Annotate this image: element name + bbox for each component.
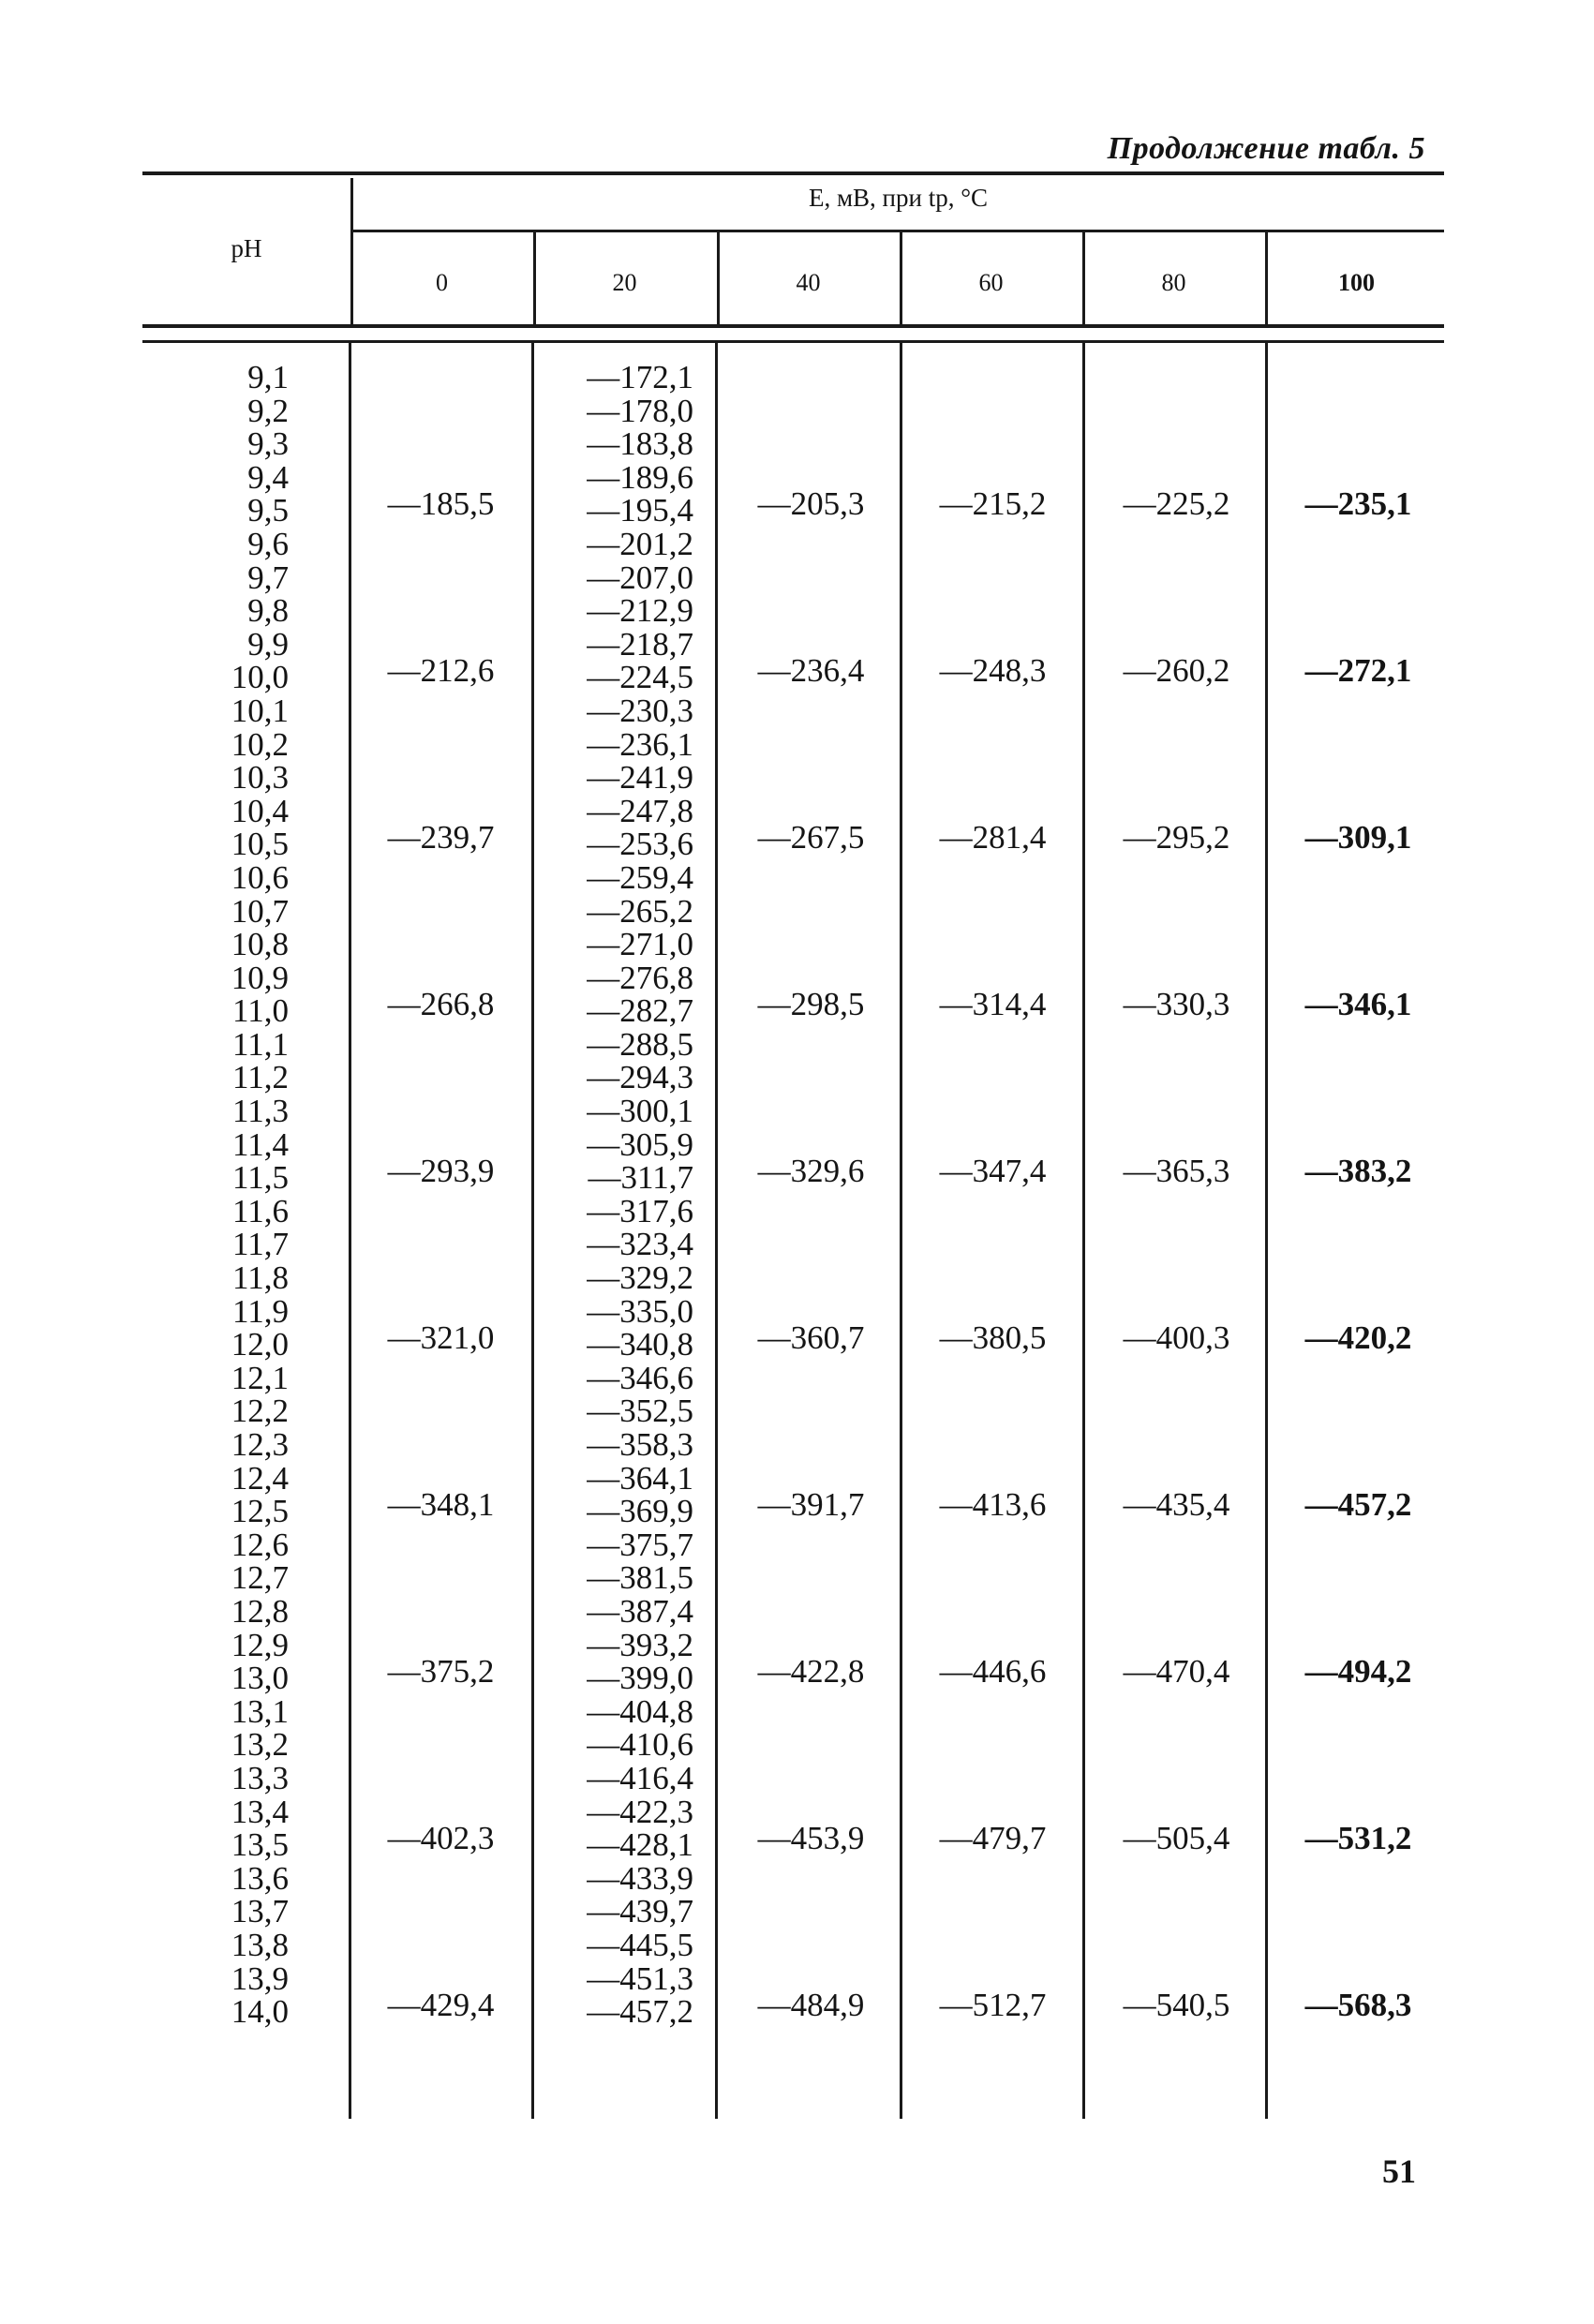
ph-cell: 12,6 (231, 1526, 289, 1563)
ph-cell: 11,8 (232, 1259, 289, 1297)
header-group-label: E, мВ, при tр, °C (808, 184, 989, 212)
value-cell-0: —293,9 (387, 1153, 495, 1189)
value-cell-0: —185,5 (387, 485, 495, 522)
value-cell-20: —305,9 (587, 1125, 693, 1163)
value-cell-20: —259,4 (587, 858, 693, 896)
ph-cell: 11,9 (232, 1292, 289, 1330)
ph-cell: 13,9 (231, 1959, 289, 1997)
value-cell-40: —329,6 (757, 1153, 865, 1189)
header-ph-label: pH (231, 234, 262, 262)
value-cell-100: —494,2 (1304, 1653, 1412, 1690)
value-cell-20: —387,4 (587, 1592, 693, 1630)
temp-80-column (1095, 487, 1259, 2155)
value-cell-20: —207,0 (587, 559, 693, 596)
ph-cell: 9,1 (247, 359, 289, 395)
value-cell-20: —201,2 (587, 525, 693, 562)
value-cell-80: —260,2 (1123, 652, 1230, 689)
col-divider-body-ph (349, 343, 351, 2119)
ph-cell: 12,1 (231, 1359, 289, 1396)
col-divider-body-0 (531, 343, 534, 2119)
ph-cell: 10,3 (231, 759, 289, 797)
ph-cell: 12,8 (231, 1592, 289, 1630)
value-cell-80: —225,2 (1123, 485, 1230, 522)
ph-cell: 10,0 (231, 659, 289, 696)
col-divider-body-80 (1265, 343, 1268, 2119)
ph-cell: 9,2 (247, 392, 289, 429)
value-cell-20: —230,3 (587, 692, 693, 729)
ph-cell: 9,5 (247, 492, 289, 529)
value-cell-80: —505,4 (1123, 1820, 1230, 1856)
ph-cell: 12,0 (231, 1326, 289, 1363)
value-cell-80: —540,5 (1123, 1987, 1230, 2023)
col-divider-body-60 (1082, 343, 1085, 2119)
table-top-rule (142, 171, 1444, 175)
value-cell-60: —512,7 (939, 1987, 1047, 2023)
value-cell-100: —568,3 (1304, 1987, 1412, 2023)
ph-cell: 11,1 (232, 1025, 289, 1063)
value-cell-60: —347,4 (939, 1153, 1047, 1189)
ph-cell: 12,2 (231, 1393, 289, 1430)
value-cell-40: —453,9 (757, 1820, 865, 1856)
value-cell-20: —195,4 (587, 492, 693, 529)
header-bottom-rule-2 (142, 340, 1444, 343)
value-cell-20: —375,7 (587, 1526, 693, 1563)
value-cell-20: —276,8 (587, 959, 693, 996)
value-cell-20: —416,4 (587, 1759, 693, 1796)
value-cell-20: —311,7 (588, 1159, 693, 1197)
value-cell-60: —248,3 (939, 652, 1047, 689)
value-cell-20: —294,3 (587, 1059, 693, 1096)
value-cell-100: —272,1 (1304, 652, 1412, 689)
value-cell-40: —205,3 (757, 485, 865, 522)
value-cell-20: —241,9 (587, 759, 693, 797)
value-cell-20: —236,1 (587, 725, 693, 763)
col-divider-body-40 (900, 343, 902, 2119)
ph-cell: 9,6 (247, 525, 289, 562)
value-cell-20: —393,2 (587, 1626, 693, 1663)
value-cell-80: —365,3 (1123, 1153, 1230, 1189)
value-cell-20: —439,7 (587, 1893, 693, 1930)
value-cell-0: —348,1 (387, 1486, 495, 1523)
temp-40-column (729, 487, 893, 2155)
value-cell-100: —420,2 (1304, 1319, 1412, 1356)
ph-cell: 11,6 (232, 1192, 289, 1229)
ph-cell: 10,8 (231, 926, 289, 963)
header-temp-80: 80 (1161, 269, 1186, 296)
header-temp-60: 60 (978, 269, 1004, 296)
ph-cell: 9,8 (247, 592, 289, 630)
value-cell-20: —317,6 (587, 1192, 693, 1229)
value-cell-0: —266,8 (387, 986, 495, 1022)
value-cell-20: —433,9 (587, 1859, 693, 1897)
temp-60-column (911, 487, 1075, 2155)
value-cell-20: —346,6 (587, 1359, 693, 1396)
value-cell-20: —183,8 (587, 425, 693, 463)
ph-cell: 10,4 (231, 792, 289, 829)
value-cell-20: —457,2 (587, 1993, 693, 2031)
ph-cell: 10,5 (231, 826, 289, 863)
value-cell-20: —288,5 (587, 1025, 693, 1063)
value-cell-100: —457,2 (1304, 1486, 1412, 1523)
value-cell-20: —224,5 (587, 659, 693, 696)
value-cell-20: —369,9 (587, 1493, 693, 1530)
ph-cell: 10,6 (231, 858, 289, 896)
value-cell-60: —446,6 (939, 1653, 1047, 1690)
value-cell-20: —189,6 (587, 458, 693, 496)
value-cell-20: —300,1 (587, 1093, 693, 1130)
value-cell-20: —178,0 (587, 392, 693, 429)
temp-0-column (359, 487, 523, 2155)
header-temp-20: 20 (612, 269, 637, 296)
value-cell-20: —218,7 (587, 625, 693, 663)
value-cell-20: —271,0 (587, 926, 693, 963)
page-number: 51 (1382, 2153, 1416, 2190)
value-cell-20: —428,1 (587, 1826, 693, 1864)
ph-cell: 13,0 (231, 1660, 289, 1697)
ph-cell: 10,1 (231, 692, 289, 729)
ph-cell: 10,7 (231, 892, 289, 930)
temp-20-column (553, 361, 693, 2029)
value-cell-60: —215,2 (939, 485, 1047, 522)
ph-cell: 13,2 (231, 1726, 289, 1764)
ph-cell: 13,8 (231, 1926, 289, 1963)
value-cell-80: —295,2 (1123, 819, 1230, 856)
value-cell-20: —247,8 (587, 792, 693, 829)
ph-cell: 13,5 (231, 1826, 289, 1864)
value-cell-20: —352,5 (587, 1393, 693, 1430)
value-cell-20: —253,6 (587, 826, 693, 863)
col-divider-body-20 (715, 343, 718, 2119)
temp-100-column (1276, 487, 1440, 2155)
value-cell-80: —435,4 (1123, 1486, 1230, 1523)
value-cell-0: —402,3 (387, 1820, 495, 1856)
header-sub-rule (352, 230, 1444, 232)
value-cell-100: —346,1 (1304, 986, 1412, 1022)
value-cell-40: —236,4 (757, 652, 865, 689)
ph-cell: 11,7 (232, 1226, 289, 1263)
value-cell-20: —445,5 (587, 1926, 693, 1963)
value-cell-60: —281,4 (939, 819, 1047, 856)
ph-cell: 11,4 (232, 1125, 289, 1163)
ph-cell: 12,9 (231, 1626, 289, 1663)
value-cell-20: —212,9 (587, 592, 693, 630)
ph-cell: 11,0 (232, 992, 289, 1030)
value-cell-40: —298,5 (757, 986, 865, 1022)
ph-cell: 13,4 (231, 1793, 289, 1830)
value-cell-40: —391,7 (757, 1486, 865, 1523)
value-cell-60: —380,5 (939, 1319, 1047, 1356)
ph-cell: 9,4 (247, 458, 289, 496)
value-cell-20: —282,7 (587, 992, 693, 1030)
ph-cell: 10,9 (231, 959, 289, 996)
value-cell-0: —239,7 (387, 819, 495, 856)
value-cell-20: —399,0 (587, 1660, 693, 1697)
table-continuation-caption: Продолжение табл. 5 (1107, 131, 1425, 166)
value-cell-20: —265,2 (587, 892, 693, 930)
value-cell-0: —429,4 (387, 1987, 495, 2023)
value-cell-60: —413,6 (939, 1486, 1047, 1523)
header-bottom-rule (142, 324, 1444, 328)
value-cell-20: —329,2 (587, 1259, 693, 1297)
value-cell-40: —267,5 (757, 819, 865, 856)
ph-cell: 12,5 (231, 1493, 289, 1530)
header-temp-0: 0 (436, 269, 448, 296)
value-cell-20: —323,4 (587, 1226, 693, 1263)
value-cell-20: —335,0 (587, 1292, 693, 1330)
ph-cell: 12,7 (231, 1559, 289, 1597)
ph-cell: 12,3 (231, 1426, 289, 1463)
value-cell-40: —360,7 (757, 1319, 865, 1356)
value-cell-0: —212,6 (387, 652, 495, 689)
value-cell-20: —451,3 (587, 1959, 693, 1997)
ph-cell: 11,2 (232, 1059, 289, 1096)
ph-cell: 11,3 (232, 1093, 289, 1130)
ph-cell: 10,2 (231, 725, 289, 763)
value-cell-60: —314,4 (939, 986, 1047, 1022)
value-cell-40: —484,9 (757, 1987, 865, 2023)
ph-cell: 11,5 (232, 1159, 289, 1197)
value-cell-20: —410,6 (587, 1726, 693, 1764)
value-cell-20: —340,8 (587, 1326, 693, 1363)
value-cell-60: —479,7 (939, 1820, 1047, 1856)
value-cell-80: —470,4 (1123, 1653, 1230, 1690)
value-cell-100: —383,2 (1304, 1153, 1412, 1189)
ph-column (178, 361, 289, 2029)
value-cell-20: —404,8 (587, 1692, 693, 1730)
value-cell-20: —358,3 (587, 1426, 693, 1463)
value-cell-20: —381,5 (587, 1559, 693, 1597)
header-temp-100: 100 (1338, 269, 1375, 296)
value-cell-100: —309,1 (1304, 819, 1412, 856)
value-cell-20: —422,3 (587, 1793, 693, 1830)
value-cell-0: —375,2 (387, 1653, 495, 1690)
ph-cell: 13,1 (231, 1692, 289, 1730)
value-cell-80: —330,3 (1123, 986, 1230, 1022)
value-cell-80: —400,3 (1123, 1319, 1230, 1356)
ph-cell: 9,7 (247, 559, 289, 596)
value-cell-40: —422,8 (757, 1653, 865, 1690)
ph-cell: 13,3 (231, 1759, 289, 1796)
value-cell-0: —321,0 (387, 1319, 495, 1356)
ph-cell: 9,3 (247, 425, 289, 463)
ph-cell: 12,4 (231, 1459, 289, 1497)
ph-cell: 13,6 (231, 1859, 289, 1897)
ph-cell: 13,7 (231, 1893, 289, 1930)
value-cell-20: —364,1 (587, 1459, 693, 1497)
ph-cell: 14,0 (231, 1993, 289, 2031)
value-cell-100: —235,1 (1304, 485, 1412, 522)
value-cell-100: —531,2 (1304, 1820, 1412, 1856)
header-temp-40: 40 (796, 269, 821, 296)
ph-cell: 9,9 (247, 625, 289, 663)
value-cell-20: —172,1 (587, 359, 693, 395)
